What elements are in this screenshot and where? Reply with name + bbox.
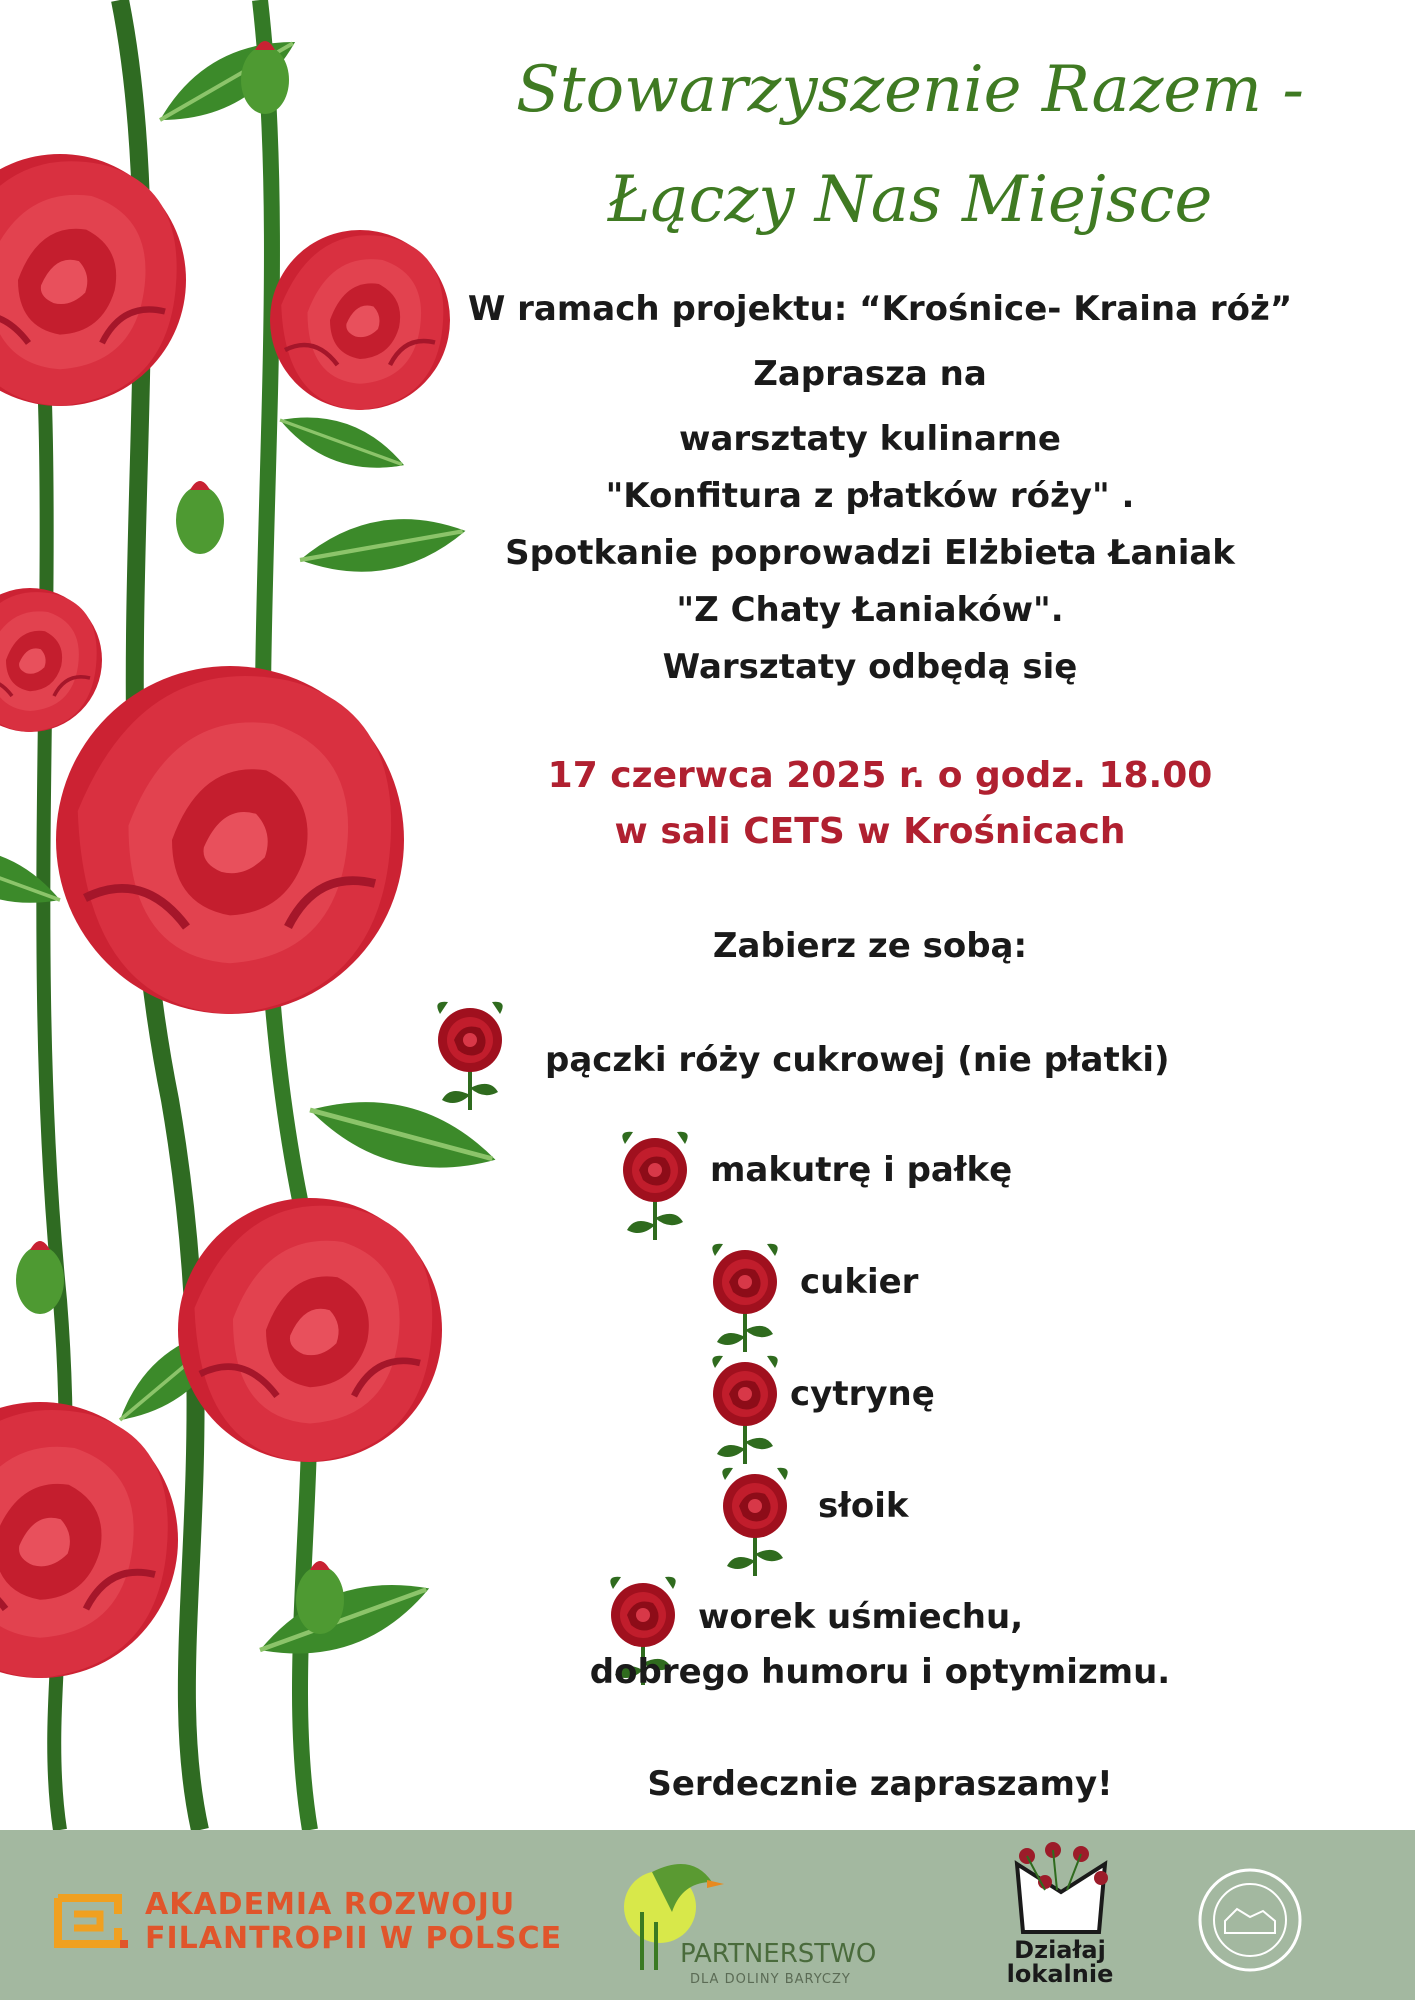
closing-line: Serdecznie zapraszamy! xyxy=(647,1764,1113,1804)
dzialaj-line-2: lokalnie xyxy=(1006,1960,1114,1988)
dzialaj-lokalnie-name xyxy=(1005,1938,1115,1986)
partnerstwo-name: PARTNERSTWO xyxy=(680,1939,877,1969)
rose-illustration xyxy=(0,0,600,1830)
invites-line: Zaprasza na xyxy=(753,354,987,394)
dzialaj-lokalnie-logo-icon xyxy=(1005,1842,1115,1942)
bring-item: makutrę i pałkę xyxy=(710,1150,1013,1190)
bring-item-continuation: dobrego humoru i optymizmu. xyxy=(589,1652,1171,1692)
sponsor-footer xyxy=(0,1830,1415,2000)
bring-item: cytrynę xyxy=(790,1374,935,1414)
event-venue: w sali CETS w Krośnicach xyxy=(614,811,1126,852)
rose-bullet-icon xyxy=(700,1354,790,1464)
host-company: "Z Chaty Łaniaków". xyxy=(676,590,1064,630)
rose-bullet-icon xyxy=(425,1000,515,1110)
bring-item: słoik xyxy=(818,1486,909,1526)
workshop-name: "Konfitura z płatków róży" . xyxy=(605,476,1135,516)
workshop-type: warsztaty kulinarne xyxy=(679,419,1061,459)
project-line: W ramach projektu: “Krośnice- Kraina róż” xyxy=(467,289,1293,329)
rose-bullet-icon xyxy=(610,1130,700,1240)
dzialaj-line-1: Działaj xyxy=(1014,1936,1106,1964)
akademia-logo-icon xyxy=(50,1890,130,1952)
event-date-time: 17 czerwca 2025 r. o godz. 18.00 xyxy=(547,755,1213,796)
akademia-line-2: FILANTROPII W POLSCE xyxy=(145,1921,563,1956)
stamp-logo-icon xyxy=(1195,1865,1305,1975)
rose-bullet-icon xyxy=(710,1466,800,1576)
partnerstwo-sub: DLA DOLINY BARYCZY xyxy=(690,1972,851,1987)
bring-item: cukier xyxy=(800,1262,919,1302)
akademia-line-1: AKADEMIA ROZWOJU xyxy=(145,1887,516,1922)
host-line: Spotkanie poprowadzi Elżbieta Łaniak xyxy=(505,533,1235,573)
bring-item: worek uśmiechu, xyxy=(698,1597,1024,1637)
title-line-2: Łączy Nas Miejsce xyxy=(607,163,1213,237)
rose-bullet-icon xyxy=(700,1242,790,1352)
when-intro: Warsztaty odbędą się xyxy=(662,647,1078,687)
bring-item: pączki róży cukrowej (nie płatki) xyxy=(545,1040,1170,1080)
bring-heading: Zabierz ze sobą: xyxy=(712,926,1028,966)
akademia-name xyxy=(145,1888,562,1956)
title-line-1: Stowarzyszenie Razem - xyxy=(516,53,1304,127)
